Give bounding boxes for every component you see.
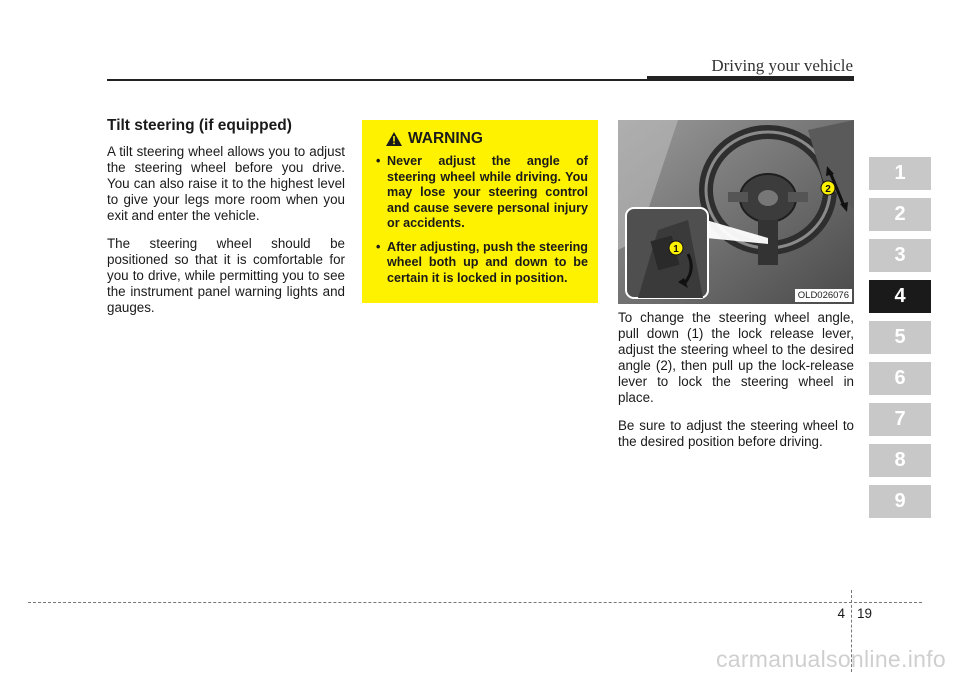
header-section-title: Driving your vehicle bbox=[711, 56, 853, 75]
header-rule bbox=[107, 79, 647, 81]
body-paragraph: The steering wheel should be positioned so that it is comfortable for you to drive, while permitting you to see the instrument panel warning lights and gauges. bbox=[107, 236, 345, 315]
left-column bbox=[107, 117, 345, 328]
warning-triangle-icon bbox=[386, 132, 402, 146]
steering-wheel-drawing bbox=[618, 120, 854, 304]
chapter-tab-9[interactable]: 9 bbox=[869, 485, 931, 518]
chapter-tab-7[interactable]: 7 bbox=[869, 403, 931, 436]
watermark: carmanualsonline.info bbox=[715, 646, 946, 672]
steering-wheel-illustration bbox=[618, 120, 854, 304]
chapter-tab-8[interactable]: 8 bbox=[869, 444, 931, 477]
chapter-tab-1[interactable]: 1 bbox=[869, 157, 931, 190]
warning-title: WARNING bbox=[408, 130, 483, 147]
footer-chapter-number: 4 bbox=[837, 606, 845, 621]
warning-box bbox=[362, 120, 598, 303]
chapter-tab-4[interactable]: 4 bbox=[869, 280, 931, 313]
right-column bbox=[618, 310, 854, 462]
chapter-tab-5[interactable]: 5 bbox=[869, 321, 931, 354]
chapter-tab-2[interactable]: 2 bbox=[869, 198, 931, 231]
chapter-tabs bbox=[869, 157, 931, 526]
chapter-tab-6[interactable]: 6 bbox=[869, 362, 931, 395]
warning-header bbox=[386, 130, 588, 148]
figure-code: OLD026076 bbox=[795, 289, 852, 302]
body-paragraph: To change the steering wheel angle, pull down (1) the lock release lever, adjust the steering wheel to the desired angle (2), then pull up the lock-release lever to lock the steering wheel in place. bbox=[618, 310, 854, 405]
warning-list bbox=[376, 154, 588, 286]
body-paragraph: Be sure to adjust the steering wheel to the desired position before driving. bbox=[618, 418, 854, 449]
section-heading: Tilt steering (if equipped) bbox=[107, 117, 292, 134]
header-rule-accent bbox=[647, 76, 854, 81]
chapter-tab-3[interactable]: 3 bbox=[869, 239, 931, 272]
figure-callout-1: 1 bbox=[673, 244, 679, 255]
body-paragraph: A tilt steering wheel allows you to adjust the steering wheel before you drive. You can also raise it to the highest level to give your legs more room when you exit and enter the vehicle. bbox=[107, 144, 345, 223]
footer-rule bbox=[28, 602, 922, 603]
warning-item: • After adjusting, push the steering wheel both up and down to be certain it is locked in position. bbox=[376, 240, 588, 287]
warning-item: • Never adjust the angle of steering wheel while driving. You may lose your steering control and cause severe personal injury or accidents. bbox=[376, 154, 588, 232]
figure-callout-2: 2 bbox=[825, 184, 831, 195]
footer-page-number: 19 bbox=[857, 606, 873, 621]
